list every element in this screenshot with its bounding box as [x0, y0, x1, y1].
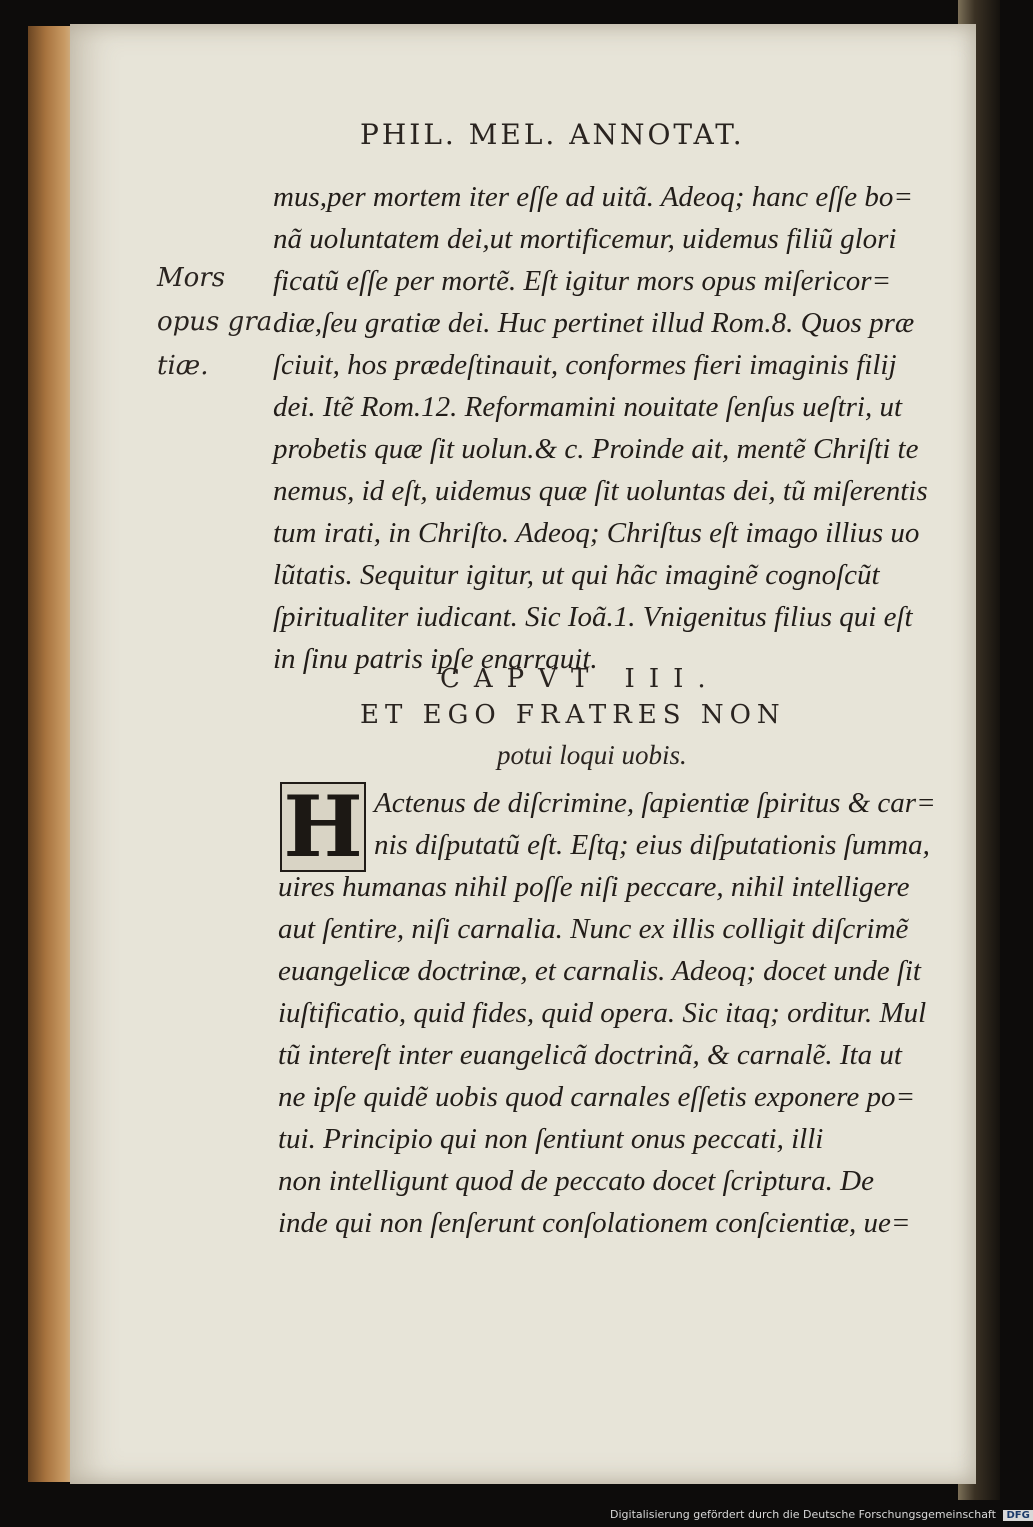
text-line: nemus, id eſt, uidemus quæ ſit uoluntas dei, tũ miſerentis: [273, 475, 928, 507]
marginal-note: [157, 256, 272, 388]
text-line: dei. Itẽ Rom.12. Reformamini nouitate ſenſus ueſtri, ut: [273, 391, 903, 423]
chapter-subtitle: ET EGO FRATRES NON: [360, 700, 786, 730]
drop-cap-initial: H: [280, 782, 366, 872]
body-text-block-2: [278, 782, 968, 1244]
body-text-block-1: [273, 176, 963, 680]
text-line: ne ipſe quidẽ uobis quod carnales eſſetis exponere po=: [278, 1081, 916, 1113]
text-line: tui. Principio qui non ſentiunt onus peccati, illi: [278, 1123, 824, 1155]
marginal-note-line: opus gra: [157, 307, 273, 337]
text-line: uires humanas nihil poſſe niſi peccare, nihil intelligere: [278, 871, 910, 903]
text-line: tũ intereſt inter euangelicã doctrinã, & carnalẽ. Ita ut: [278, 1039, 902, 1071]
text-line: mus,per mortem iter eſſe ad uitã. Adeoq; hanc eſſe bo=: [273, 181, 913, 213]
text-line: non intelligunt quod de peccato docet ſcriptura. De: [278, 1165, 874, 1197]
marginal-note-line: tiæ.: [157, 351, 209, 381]
text-line: diæ,ſeu gratiæ dei. Huc pertinet illud Rom.8. Quos præ: [273, 307, 915, 339]
text-line: nis diſputatũ eſt. Eſtq; eius diſputationis ſumma,: [374, 829, 930, 861]
text-line: Actenus de diſcrimine, ſapientiæ ſpiritus & car=: [374, 787, 936, 819]
text-line: tum irati, in Chriſto. Adeoq; Chriſtus eſt imago illius uo: [273, 517, 920, 549]
digitization-credit: [610, 1508, 1030, 1521]
text-line: in ſinu patris ipſe enarrauit.: [273, 643, 598, 675]
text-line: iuſtificatio, quid fides, quid opera. Sic itaq; orditur. Mul: [278, 997, 927, 1029]
text-line: ſpiritualiter iudicant. Sic Ioã.1. Vnigenitus filius qui eſt: [273, 601, 913, 633]
chapter-subtitle-continued: potui loqui uobis.: [497, 740, 687, 770]
text-line: ſciuit, hos prædeſtinauit, conformes fieri imaginis filij: [273, 349, 897, 381]
running-header: PHIL. MEL. ANNOTAT.: [360, 118, 745, 151]
text-line: nã uoluntatem dei,ut mortificemur, uidemus filiũ glori: [273, 223, 897, 255]
text-line: probetis quæ ſit uolun.& c. Proinde ait, mentẽ Chriſti te: [273, 433, 919, 465]
dfg-logo: DFG: [1003, 1510, 1032, 1521]
credit-text: Digitalisierung gefördert durch die Deutsche Forschungsgemeinschaft: [610, 1508, 996, 1521]
chapter-title: CAPVT III.: [440, 664, 720, 694]
text-line: inde qui non ſenſerunt conſolationem conſcientiæ, ue=: [278, 1207, 911, 1239]
marginal-note-line: Mors: [157, 263, 226, 293]
text-line: lũtatis. Sequitur igitur, ut qui hãc imaginẽ cognoſcũt: [273, 559, 880, 591]
text-line: euangelicæ doctrinæ, et carnalis. Adeoq; docet unde ſit: [278, 955, 921, 987]
text-line: ficatũ eſſe per mortẽ. Eſt igitur mors opus miſericor=: [273, 265, 892, 297]
text-line: aut ſentire, niſi carnalia. Nunc ex illis colligit diſcrimẽ: [278, 913, 909, 945]
